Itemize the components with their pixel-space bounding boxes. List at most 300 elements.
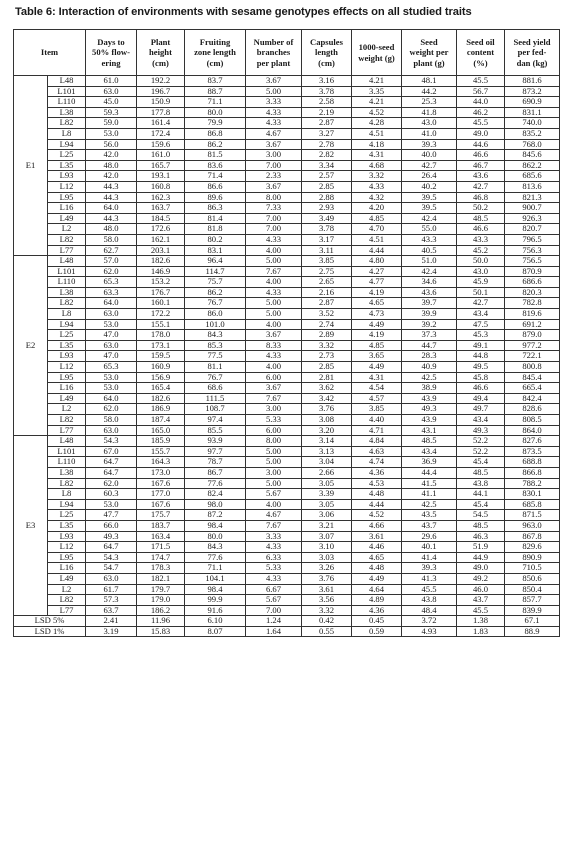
branches-per-plant-cell: 6.67 xyxy=(246,584,302,595)
header-fruiting-zone-length: Fruiting zone length (cm) xyxy=(185,30,246,76)
table-row xyxy=(14,330,560,341)
days-to-flowering-cell: 59.0 xyxy=(86,118,137,129)
fruiting-zone-length-cell: 71.4 xyxy=(185,171,246,182)
seed-yield-per-feddan-cell: 871.5 xyxy=(505,510,560,521)
capsules-length-cell: 2.58 xyxy=(302,97,352,108)
seed-oil-content-cell: 45.5 xyxy=(457,76,505,87)
seed-weight-per-plant-cell: 43.4 xyxy=(402,446,457,457)
seed-weight-per-plant-cell: 43.9 xyxy=(402,415,457,426)
1000-seed-weight-cell: 4.31 xyxy=(352,150,402,161)
days-to-flowering-cell: 44.3 xyxy=(86,213,137,224)
seed-weight-per-plant-lsd-cell: 3.72 xyxy=(402,616,457,627)
fruiting-zone-length-cell: 86.6 xyxy=(185,181,246,192)
genotype-cell: L95 xyxy=(48,552,86,563)
1000-seed-weight-lsd-cell: 0.59 xyxy=(352,626,402,637)
genotype-cell: L8 xyxy=(48,309,86,320)
plant-height-cell: 163.4 xyxy=(137,531,185,542)
seed-weight-per-plant-cell: 40.1 xyxy=(402,542,457,553)
plant-height-cell: 172.6 xyxy=(137,224,185,235)
seed-oil-content-cell: 46.3 xyxy=(457,531,505,542)
fruiting-zone-length-cell: 88.7 xyxy=(185,86,246,97)
days-to-flowering-cell: 66.0 xyxy=(86,520,137,531)
genotype-cell: L95 xyxy=(48,372,86,383)
seed-yield-per-feddan-cell: 845.4 xyxy=(505,372,560,383)
table-row xyxy=(14,531,560,542)
branches-per-plant-cell: 4.33 xyxy=(246,351,302,362)
capsules-length-cell: 3.52 xyxy=(302,309,352,320)
branches-per-plant-cell: 8.00 xyxy=(246,192,302,203)
table-row xyxy=(14,404,560,415)
fruiting-zone-length-cell: 77.5 xyxy=(185,351,246,362)
seed-oil-content-cell: 43.0 xyxy=(457,266,505,277)
seed-weight-per-plant-cell: 26.4 xyxy=(402,171,457,182)
branches-per-plant-cell: 3.67 xyxy=(246,76,302,87)
genotype-cell: L82 xyxy=(48,234,86,245)
days-to-flowering-cell: 61.0 xyxy=(86,76,137,87)
fruiting-zone-length-cell: 97.4 xyxy=(185,415,246,426)
seed-weight-per-plant-cell: 43.8 xyxy=(402,595,457,606)
capsules-length-cell: 3.04 xyxy=(302,457,352,468)
genotype-cell: L12 xyxy=(48,542,86,553)
seed-yield-per-feddan-cell: 691.2 xyxy=(505,319,560,330)
1000-seed-weight-cell: 4.51 xyxy=(352,128,402,139)
days-to-flowering-cell: 63.0 xyxy=(86,573,137,584)
seed-oil-content-cell: 47.5 xyxy=(457,319,505,330)
header-capsules-length: Capsules length (cm) xyxy=(302,30,352,76)
genotype-cell: L35 xyxy=(48,520,86,531)
lsd-row xyxy=(14,616,560,627)
table-row xyxy=(14,309,560,320)
seed-yield-per-feddan-cell: 881.6 xyxy=(505,76,560,87)
seed-weight-per-plant-cell: 43.9 xyxy=(402,393,457,404)
genotype-cell: L38 xyxy=(48,287,86,298)
days-to-flowering-cell: 63.0 xyxy=(86,309,137,320)
days-to-flowering-cell: 63.0 xyxy=(86,425,137,436)
genotype-cell: L93 xyxy=(48,531,86,542)
days-to-flowering-cell: 54.3 xyxy=(86,436,137,447)
days-to-flowering-cell: 64.0 xyxy=(86,298,137,309)
branches-per-plant-cell: 4.00 xyxy=(246,499,302,510)
branches-per-plant-cell: 5.00 xyxy=(246,478,302,489)
capsules-length-cell: 3.06 xyxy=(302,510,352,521)
genotype-cell: L77 xyxy=(48,425,86,436)
seed-yield-per-feddan-cell: 665.4 xyxy=(505,383,560,394)
branches-per-plant-cell: 7.67 xyxy=(246,393,302,404)
capsules-length-cell: 3.16 xyxy=(302,76,352,87)
1000-seed-weight-cell: 4.84 xyxy=(352,436,402,447)
branches-per-plant-cell: 4.33 xyxy=(246,118,302,129)
days-to-flowering-cell: 64.7 xyxy=(86,467,137,478)
1000-seed-weight-cell: 4.73 xyxy=(352,309,402,320)
seed-weight-per-plant-cell: 42.4 xyxy=(402,213,457,224)
seed-weight-per-plant-cell: 40.0 xyxy=(402,150,457,161)
seed-weight-per-plant-cell: 39.3 xyxy=(402,139,457,150)
1000-seed-weight-cell: 4.64 xyxy=(352,584,402,595)
capsules-length-cell: 3.62 xyxy=(302,383,352,394)
capsules-length-cell: 3.78 xyxy=(302,86,352,97)
days-to-flowering-cell: 53.0 xyxy=(86,383,137,394)
seed-oil-content-cell: 49.4 xyxy=(457,393,505,404)
table-row xyxy=(14,478,560,489)
genotype-cell: L25 xyxy=(48,330,86,341)
genotype-cell: L16 xyxy=(48,383,86,394)
1000-seed-weight-cell: 4.70 xyxy=(352,224,402,235)
fruiting-zone-length-cell: 75.7 xyxy=(185,277,246,288)
branches-per-plant-cell: 4.00 xyxy=(246,277,302,288)
plant-height-cell: 176.7 xyxy=(137,287,185,298)
genotype-cell: L16 xyxy=(48,203,86,214)
lsd-row xyxy=(14,626,560,637)
capsules-length-cell: 3.42 xyxy=(302,393,352,404)
seed-yield-per-feddan-cell: 850.4 xyxy=(505,584,560,595)
seed-oil-content-cell: 46.7 xyxy=(457,160,505,171)
capsules-length-cell: 3.49 xyxy=(302,213,352,224)
seed-oil-content-cell: 44.8 xyxy=(457,351,505,362)
branches-per-plant-lsd-cell: 1.24 xyxy=(246,616,302,627)
plant-height-cell: 146.9 xyxy=(137,266,185,277)
1000-seed-weight-cell: 4.77 xyxy=(352,277,402,288)
seed-weight-per-plant-cell: 25.3 xyxy=(402,97,457,108)
seed-oil-content-cell: 45.4 xyxy=(457,499,505,510)
branches-per-plant-cell: 8.33 xyxy=(246,340,302,351)
1000-seed-weight-cell: 4.48 xyxy=(352,563,402,574)
plant-height-cell: 186.9 xyxy=(137,404,185,415)
table-row xyxy=(14,542,560,553)
table-row xyxy=(14,351,560,362)
seed-yield-per-feddan-cell: 839.9 xyxy=(505,605,560,616)
seed-weight-per-plant-cell: 41.5 xyxy=(402,478,457,489)
plant-height-cell: 177.8 xyxy=(137,107,185,118)
environment-label: E3 xyxy=(14,436,48,616)
1000-seed-weight-cell: 4.40 xyxy=(352,415,402,426)
table-row xyxy=(14,224,560,235)
fruiting-zone-length-cell: 71.1 xyxy=(185,563,246,574)
days-to-flowering-cell: 53.0 xyxy=(86,372,137,383)
seed-oil-content-cell: 49.5 xyxy=(457,362,505,373)
plant-height-cell: 164.3 xyxy=(137,457,185,468)
genotype-cell: L8 xyxy=(48,489,86,500)
seed-weight-per-plant-cell: 39.5 xyxy=(402,203,457,214)
table-row xyxy=(14,319,560,330)
seed-yield-per-feddan-cell: 926.3 xyxy=(505,213,560,224)
seed-oil-content-cell: 44.0 xyxy=(457,97,505,108)
table-row xyxy=(14,340,560,351)
capsules-length-cell: 3.78 xyxy=(302,224,352,235)
capsules-length-cell: 2.66 xyxy=(302,467,352,478)
branches-per-plant-cell: 4.33 xyxy=(246,287,302,298)
header-row xyxy=(14,30,560,76)
table-row xyxy=(14,446,560,457)
table-row xyxy=(14,118,560,129)
fruiting-zone-length-cell: 89.6 xyxy=(185,192,246,203)
table-row xyxy=(14,510,560,521)
branches-per-plant-cell: 7.33 xyxy=(246,203,302,214)
days-to-flowering-cell: 54.3 xyxy=(86,552,137,563)
genotype-cell: L38 xyxy=(48,107,86,118)
seed-weight-per-plant-cell: 41.4 xyxy=(402,552,457,563)
seed-oil-content-cell: 50.2 xyxy=(457,203,505,214)
seed-weight-per-plant-cell: 28.3 xyxy=(402,351,457,362)
1000-seed-weight-cell: 4.20 xyxy=(352,203,402,214)
plant-height-cell: 160.9 xyxy=(137,362,185,373)
seed-yield-per-feddan-cell: 796.5 xyxy=(505,234,560,245)
genotype-cell: L8 xyxy=(48,128,86,139)
seed-oil-content-cell: 43.6 xyxy=(457,171,505,182)
branches-per-plant-cell: 2.33 xyxy=(246,171,302,182)
plant-height-cell: 185.9 xyxy=(137,436,185,447)
1000-seed-weight-cell: 4.68 xyxy=(352,160,402,171)
fruiting-zone-length-cell: 77.6 xyxy=(185,478,246,489)
lsd-label: LSD 1% xyxy=(14,626,86,637)
days-to-flowering-cell: 47.0 xyxy=(86,351,137,362)
1000-seed-weight-cell: 4.66 xyxy=(352,520,402,531)
seed-oil-content-cell: 46.6 xyxy=(457,150,505,161)
seed-weight-per-plant-cell: 36.9 xyxy=(402,457,457,468)
days-to-flowering-cell: 53.0 xyxy=(86,319,137,330)
fruiting-zone-length-cell: 98.4 xyxy=(185,584,246,595)
days-to-flowering-cell: 44.3 xyxy=(86,181,137,192)
plant-height-cell: 172.2 xyxy=(137,309,185,320)
plant-height-cell: 173.1 xyxy=(137,340,185,351)
fruiting-zone-length-cell: 83.6 xyxy=(185,160,246,171)
1000-seed-weight-cell: 4.49 xyxy=(352,362,402,373)
genotype-cell: L16 xyxy=(48,563,86,574)
plant-height-cell: 160.8 xyxy=(137,181,185,192)
table-row xyxy=(14,234,560,245)
seed-oil-content-cell: 43.7 xyxy=(457,595,505,606)
fruiting-zone-length-cell: 81.4 xyxy=(185,213,246,224)
1000-seed-weight-cell: 4.51 xyxy=(352,234,402,245)
genotype-cell: L49 xyxy=(48,213,86,224)
days-to-flowering-cell: 62.0 xyxy=(86,404,137,415)
days-to-flowering-cell: 65.3 xyxy=(86,277,137,288)
table-row xyxy=(14,76,560,87)
seed-weight-per-plant-cell: 29.6 xyxy=(402,531,457,542)
days-to-flowering-cell: 62.0 xyxy=(86,478,137,489)
seed-yield-per-feddan-cell: 873.5 xyxy=(505,446,560,457)
plant-height-cell: 182.1 xyxy=(137,573,185,584)
plant-height-cell: 186.2 xyxy=(137,605,185,616)
1000-seed-weight-cell: 4.18 xyxy=(352,139,402,150)
1000-seed-weight-cell: 4.32 xyxy=(352,192,402,203)
1000-seed-weight-cell: 4.36 xyxy=(352,605,402,616)
table-row xyxy=(14,287,560,298)
table-row xyxy=(14,298,560,309)
capsules-length-cell: 3.32 xyxy=(302,605,352,616)
genotype-cell: L82 xyxy=(48,595,86,606)
seed-weight-per-plant-cell: 37.3 xyxy=(402,330,457,341)
seed-yield-per-feddan-cell: 756.3 xyxy=(505,245,560,256)
fruiting-zone-length-cell: 71.1 xyxy=(185,97,246,108)
seed-yield-per-feddan-cell: 756.5 xyxy=(505,256,560,267)
table-row xyxy=(14,256,560,267)
seed-oil-content-cell: 43.4 xyxy=(457,309,505,320)
genotype-cell: L101 xyxy=(48,266,86,277)
seed-yield-per-feddan-cell: 831.1 xyxy=(505,107,560,118)
seed-yield-per-feddan-cell: 864.0 xyxy=(505,425,560,436)
plant-height-cell: 196.7 xyxy=(137,86,185,97)
1000-seed-weight-cell: 4.89 xyxy=(352,595,402,606)
seed-oil-content-cell: 49.3 xyxy=(457,425,505,436)
table-body xyxy=(14,76,560,637)
capsules-length-cell: 3.07 xyxy=(302,531,352,542)
seed-yield-per-feddan-cell: 813.6 xyxy=(505,181,560,192)
1000-seed-weight-cell: 3.35 xyxy=(352,86,402,97)
table-row xyxy=(14,86,560,97)
plant-height-cell: 162.1 xyxy=(137,234,185,245)
table-row xyxy=(14,595,560,606)
table-row xyxy=(14,97,560,108)
fruiting-zone-length-cell: 91.6 xyxy=(185,605,246,616)
seed-oil-content-cell: 51.9 xyxy=(457,542,505,553)
plant-height-cell: 159.6 xyxy=(137,139,185,150)
seed-yield-per-feddan-cell: 977.2 xyxy=(505,340,560,351)
days-to-flowering-cell: 56.0 xyxy=(86,139,137,150)
capsules-length-lsd-cell: 0.55 xyxy=(302,626,352,637)
seed-yield-per-feddan-cell: 768.0 xyxy=(505,139,560,150)
genotype-cell: L82 xyxy=(48,478,86,489)
genotype-cell: L94 xyxy=(48,139,86,150)
1000-seed-weight-cell: 4.65 xyxy=(352,298,402,309)
genotype-cell: L38 xyxy=(48,467,86,478)
table-row xyxy=(14,573,560,584)
branches-per-plant-cell: 4.33 xyxy=(246,573,302,584)
genotype-cell: L82 xyxy=(48,118,86,129)
plant-height-cell: 171.5 xyxy=(137,542,185,553)
capsules-length-cell: 3.85 xyxy=(302,256,352,267)
seed-weight-per-plant-cell: 40.9 xyxy=(402,362,457,373)
plant-height-cell: 173.0 xyxy=(137,467,185,478)
days-to-flowering-cell: 45.0 xyxy=(86,97,137,108)
seed-oil-content-cell: 48.5 xyxy=(457,467,505,478)
fruiting-zone-length-cell: 84.3 xyxy=(185,542,246,553)
seed-weight-per-plant-cell: 48.1 xyxy=(402,76,457,87)
capsules-length-cell: 2.85 xyxy=(302,362,352,373)
days-to-flowering-cell: 59.3 xyxy=(86,107,137,118)
branches-per-plant-cell: 7.67 xyxy=(246,266,302,277)
1000-seed-weight-cell: 4.31 xyxy=(352,372,402,383)
genotype-cell: L35 xyxy=(48,160,86,171)
seed-weight-per-plant-cell: 41.8 xyxy=(402,107,457,118)
1000-seed-weight-cell: 4.85 xyxy=(352,213,402,224)
header-branches-per-plant: Number of branches per plant xyxy=(246,30,302,76)
days-to-flowering-cell: 42.0 xyxy=(86,150,137,161)
table-row xyxy=(14,160,560,171)
genotype-cell: L2 xyxy=(48,584,86,595)
days-to-flowering-cell: 63.0 xyxy=(86,340,137,351)
seed-weight-per-plant-cell: 40.5 xyxy=(402,245,457,256)
days-to-flowering-cell: 44.3 xyxy=(86,192,137,203)
days-to-flowering-lsd-cell: 3.19 xyxy=(86,626,137,637)
capsules-length-cell: 3.10 xyxy=(302,542,352,553)
fruiting-zone-length-cell: 111.5 xyxy=(185,393,246,404)
plant-height-cell: 150.9 xyxy=(137,97,185,108)
seed-yield-per-feddan-cell: 686.6 xyxy=(505,277,560,288)
days-to-flowering-cell: 64.0 xyxy=(86,393,137,404)
1000-seed-weight-cell: 4.27 xyxy=(352,266,402,277)
branches-per-plant-cell: 3.67 xyxy=(246,139,302,150)
seed-oil-content-cell: 45.4 xyxy=(457,457,505,468)
seed-oil-content-cell: 52.2 xyxy=(457,436,505,447)
fruiting-zone-length-cell: 101.0 xyxy=(185,319,246,330)
seed-weight-per-plant-cell: 39.5 xyxy=(402,192,457,203)
seed-yield-per-feddan-cell: 850.6 xyxy=(505,573,560,584)
seed-weight-per-plant-cell: 48.5 xyxy=(402,436,457,447)
plant-height-cell: 165.4 xyxy=(137,383,185,394)
fruiting-zone-length-cell: 83.1 xyxy=(185,245,246,256)
branches-per-plant-cell: 5.67 xyxy=(246,489,302,500)
days-to-flowering-cell: 47.0 xyxy=(86,330,137,341)
plant-height-cell: 179.7 xyxy=(137,584,185,595)
seed-weight-per-plant-cell: 41.3 xyxy=(402,573,457,584)
genotype-cell: L12 xyxy=(48,362,86,373)
table-row xyxy=(14,203,560,214)
1000-seed-weight-cell: 4.46 xyxy=(352,542,402,553)
capsules-length-cell: 2.82 xyxy=(302,150,352,161)
plant-height-lsd-cell: 15.83 xyxy=(137,626,185,637)
header-seed-yield-per-feddan: Seed yield per fed- dan (kg) xyxy=(505,30,560,76)
header-plant-height: Plant height (cm) xyxy=(137,30,185,76)
days-to-flowering-cell: 61.7 xyxy=(86,584,137,595)
fruiting-zone-length-cell: 96.4 xyxy=(185,256,246,267)
seed-yield-per-feddan-cell: 867.8 xyxy=(505,531,560,542)
genotype-cell: L49 xyxy=(48,393,86,404)
seed-yield-per-feddan-cell: 820.3 xyxy=(505,287,560,298)
genotype-cell: L2 xyxy=(48,404,86,415)
1000-seed-weight-cell: 4.36 xyxy=(352,467,402,478)
fruiting-zone-length-cell: 84.3 xyxy=(185,330,246,341)
plant-height-cell: 161.4 xyxy=(137,118,185,129)
days-to-flowering-cell: 64.7 xyxy=(86,457,137,468)
capsules-length-cell: 3.05 xyxy=(302,499,352,510)
table-row xyxy=(14,520,560,531)
capsules-length-cell: 3.21 xyxy=(302,520,352,531)
days-to-flowering-cell: 48.0 xyxy=(86,224,137,235)
seed-yield-per-feddan-cell: 829.6 xyxy=(505,542,560,553)
fruiting-zone-length-cell: 86.7 xyxy=(185,467,246,478)
seed-oil-content-cell: 45.2 xyxy=(457,245,505,256)
branches-per-plant-cell: 7.00 xyxy=(246,224,302,235)
genotype-cell: L93 xyxy=(48,171,86,182)
seed-oil-content-cell: 45.5 xyxy=(457,605,505,616)
capsules-length-cell: 3.14 xyxy=(302,436,352,447)
fruiting-zone-length-cell: 80.2 xyxy=(185,234,246,245)
seed-oil-content-cell: 44.6 xyxy=(457,139,505,150)
fruiting-zone-length-cell: 76.7 xyxy=(185,298,246,309)
capsules-length-cell: 3.17 xyxy=(302,234,352,245)
branches-per-plant-cell: 4.33 xyxy=(246,234,302,245)
seed-yield-per-feddan-cell: 685.8 xyxy=(505,499,560,510)
table-row xyxy=(14,266,560,277)
seed-yield-per-feddan-cell: 866.8 xyxy=(505,467,560,478)
seed-yield-per-feddan-lsd-cell: 88.9 xyxy=(505,626,560,637)
seed-yield-per-feddan-lsd-cell: 67.1 xyxy=(505,616,560,627)
seed-weight-per-plant-cell: 41.0 xyxy=(402,128,457,139)
fruiting-zone-length-cell: 98.4 xyxy=(185,520,246,531)
header-item: Item xyxy=(14,30,86,76)
seed-yield-per-feddan-cell: 830.1 xyxy=(505,489,560,500)
genotype-cell: L49 xyxy=(48,573,86,584)
seed-oil-content-cell: 49.0 xyxy=(457,128,505,139)
seed-yield-per-feddan-cell: 710.5 xyxy=(505,563,560,574)
seed-oil-content-cell: 45.9 xyxy=(457,277,505,288)
fruiting-zone-length-cell: 77.6 xyxy=(185,552,246,563)
table-row xyxy=(14,415,560,426)
table-row xyxy=(14,277,560,288)
branches-per-plant-cell: 6.00 xyxy=(246,372,302,383)
branches-per-plant-cell: 3.67 xyxy=(246,181,302,192)
days-to-flowering-cell: 47.7 xyxy=(86,510,137,521)
